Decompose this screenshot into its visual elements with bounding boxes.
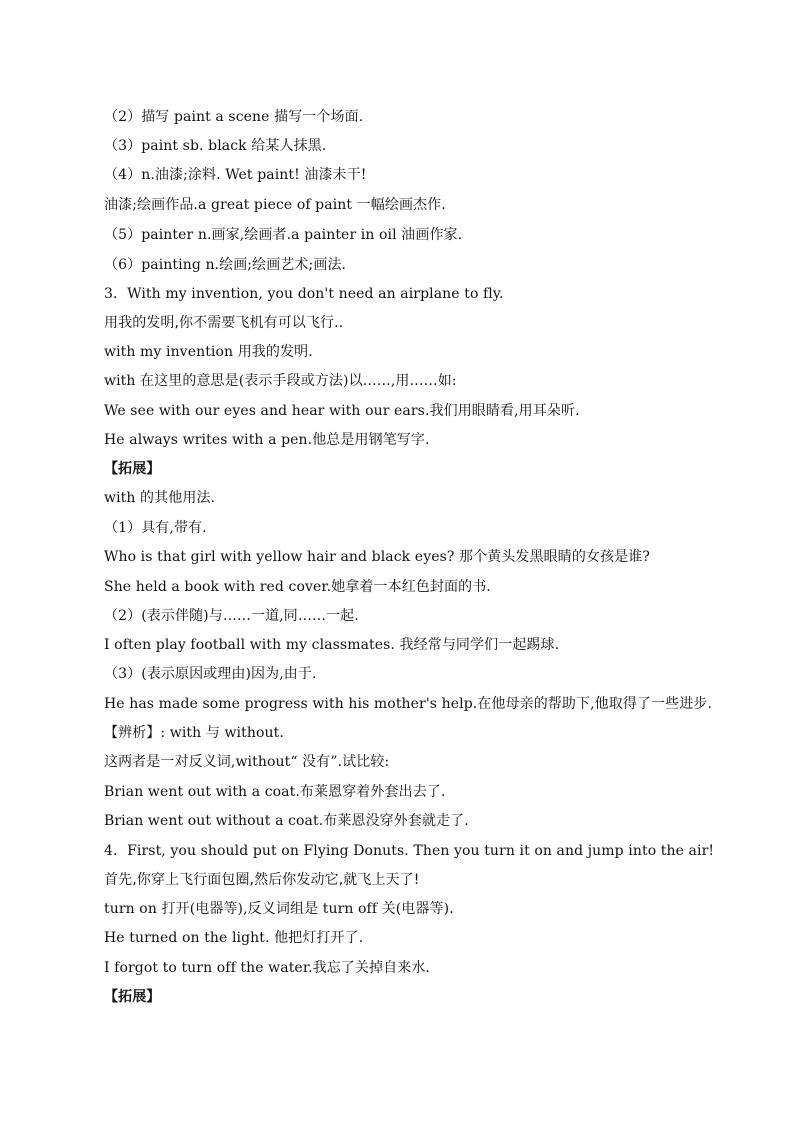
text-line: He has made some progress with his mother's help.在他母亲的帮助下,他取得了一些进步. xyxy=(104,696,713,712)
text-line: Brian went out with a coat.布莱恩穿着外套出去了. xyxy=(104,784,446,800)
text-line: （2）描写 paint a scene 描写一个场面. xyxy=(104,109,364,125)
text-line: We see with our eyes and hear with our ears.我们用眼睛看,用耳朵听. xyxy=(104,403,580,419)
text-line: She held a book with red cover.她拿着一本红色封面的书. xyxy=(104,579,491,595)
text-line: （3）paint sb. black 给某人抹黑. xyxy=(104,138,327,154)
text-line: I forgot to turn off the water.我忘了关掉自来水. xyxy=(104,960,430,976)
text-line: I often play football with my classmates. 我经常与同学们一起踢球. xyxy=(104,637,560,653)
text-line: with 在这里的意思是(表示手段或方法)以……,用……如: xyxy=(104,373,457,389)
text-line: He always writes with a pen.他总是用钢笔写字. xyxy=(104,432,430,448)
text-line: （1）具有,带有. xyxy=(104,520,207,536)
text-line: （4）n.油漆;涂料. Wet paint! 油漆未干! xyxy=(104,167,367,183)
text-line: （5）painter n.画家,绘画者.a painter in oil 油画作家. xyxy=(104,227,463,243)
section-heading: 3．With my invention, you don't need an airplane to fly. xyxy=(104,286,504,302)
text-line: 油漆;绘画作品.a great piece of paint 一幅绘画杰作. xyxy=(104,197,446,213)
text-line: （3）(表示原因或理由)因为,由于. xyxy=(104,666,317,682)
text-line: with 的其他用法. xyxy=(104,490,216,506)
text-line: Who is that girl with yellow hair and black eyes? 那个黄头发黑眼睛的女孩是谁? xyxy=(104,549,650,565)
text-line: 这两者是一对反义词,without“ 没有”.试比较: xyxy=(104,754,390,770)
text-line: Brian went out without a coat.布莱恩没穿外套就走了. xyxy=(104,813,469,829)
text-line: He turned on the light. 他把灯打开了. xyxy=(104,930,364,946)
text-line: （6）painting n.绘画;绘画艺术;画法. xyxy=(104,257,347,273)
subsection-heading: 【拓展】 xyxy=(104,461,161,477)
section-heading: 4．First, you should put on Flying Donuts. Then you turn it on and jump into the air! xyxy=(104,843,715,859)
text-line: （2）(表示伴随)与……一道,同……一起. xyxy=(104,608,359,624)
text-line: 首先,你穿上飞行面包圈,然后你发动它,就飞上天了! xyxy=(104,872,420,888)
text-line: with my invention 用我的发明. xyxy=(104,344,313,360)
subsection-heading: 【拓展】 xyxy=(104,989,161,1005)
text-line: turn on 打开(电器等),反义词组是 turn off 关(电器等). xyxy=(104,901,454,917)
text-line: 用我的发明,你不需要飞机有可以飞行.. xyxy=(104,315,344,331)
text-line: 【辨析】: with 与 without. xyxy=(104,725,284,741)
